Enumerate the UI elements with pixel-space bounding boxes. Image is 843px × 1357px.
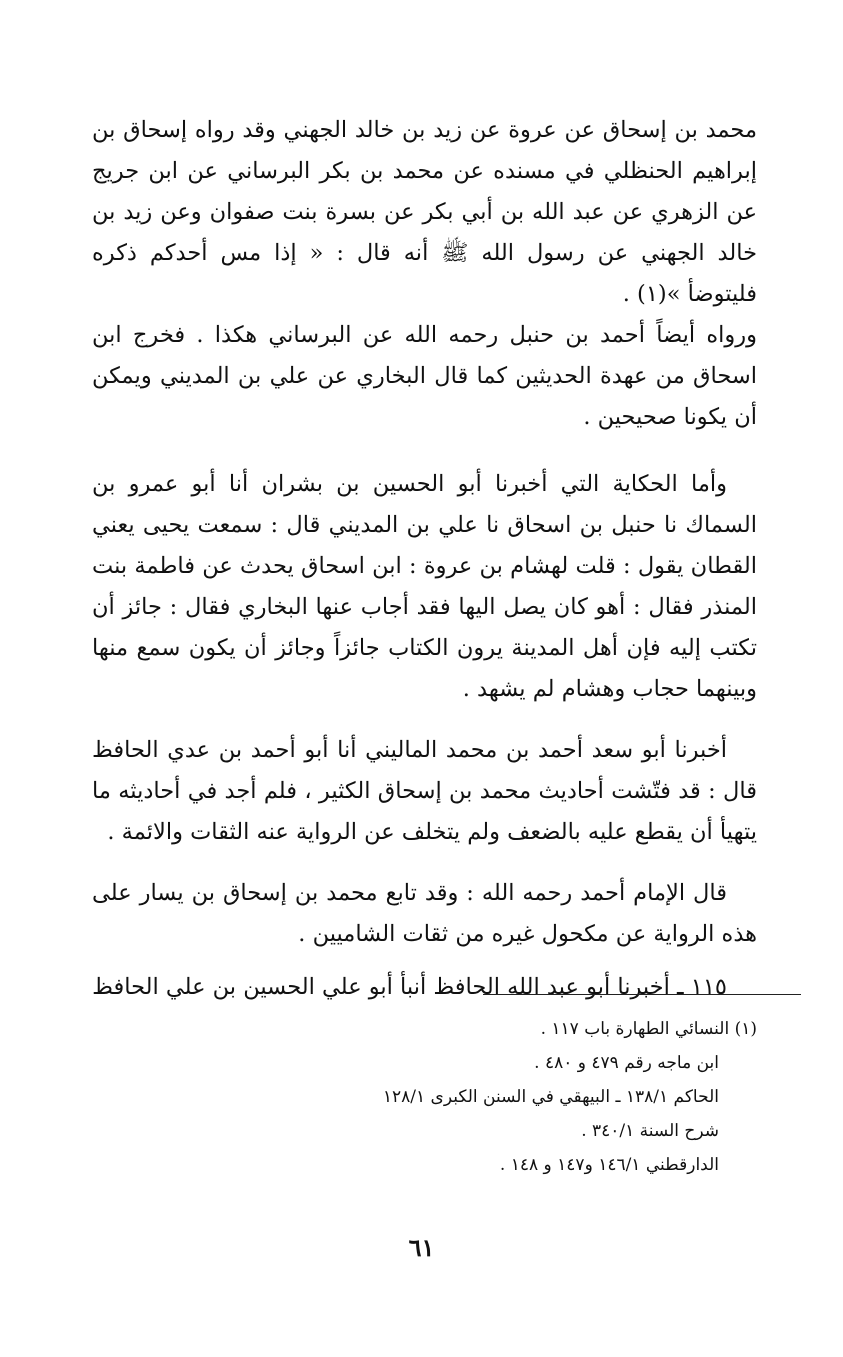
paragraph-4: أخبرنا أبو سعد أحمد بن محمد الماليني أنا أبو أحمد بن عدي الحافظ قال : قد فتّشت أحاديث محمد بن إسحاق الكثير ، فلم أجد في أحاديثه ما يتهيأ أن يقطع عليه بالضعف ولم يتخلف عن الرواية عنه الثقات والائمة . [92,737,757,845]
footnote-line: شرح السنة ٣٤٠/١ . [581,1121,719,1141]
footnote-separator [483,994,801,995]
footnote-line: (١) النسائي الطهارة باب ١١٧ . [540,1019,757,1039]
footnotes [92,1012,757,1182]
paragraph-3: وأما الحكاية التي أخبرنا أبو الحسين بن بشران أنا أبو عمرو بن السماك نا حنبل بن اسحاق نا علي بن المديني قال : سمعت يحيى يعني القطان يقول : قلت لهشام بن عروة : ابن اسحاق يحدث عن فاطمة بنت المنذر فقال : أهو كان يصل اليها فقد أجاب عنها البخاري فقال : جائز أن تكتب إليه فإن أهل المدينة يرون الكتاب جائزاً وجائز أن يكون سمع منها وبينهما حجاب وهشام لم يشهد . [92,471,757,702]
page-number: ٦١ [408,1233,435,1262]
paragraph-6: ١١٥ ـ أخبرنا أبو عبد الله الحافظ أنبأ أبو علي الحسين بن علي الحافظ [92,974,727,1000]
footnote-line: الدارقطني ١٤٦/١ و١٤٧ و ١٤٨ . [499,1155,719,1175]
main-text [92,110,757,1008]
paragraph-1: محمد بن إسحاق عن عروة عن زيد بن خالد الجهني وقد رواه إسحاق بن إبراهيم الحنظلي في مسنده عن محمد بن بكر البرساني عن ابن جريج عن الزهري عن عبد الله بن أبي بكر عن بسرة بنت صفوان وعن زيد بن خالد الجهني عن رسول الله ﷺ أنه قال : « إذا مس أحدكم ذكره فليتوضأ »(١) . [92,117,757,307]
paragraph-2: ورواه أيضاً أحمد بن حنبل رحمه الله عن البرساني هكذا . فخرج ابن اسحاق من عهدة الحديثين كما قال البخاري عن علي بن المديني ويمكن أن يكونا صحيحين . [92,322,757,430]
footnote-line: ابن ماجه رقم ٤٧٩ و ٤٨٠ . [534,1053,719,1073]
footnote-line: الحاكم ١٣٨/١ ـ البيهقي في السنن الكبرى ١٢٨/١ [382,1087,719,1107]
paragraph-5: قال الإمام أحمد رحمه الله : وقد تابع محمد بن إسحاق بن يسار على هذه الرواية عن مكحول غيره من ثقات الشاميين . [92,880,757,947]
